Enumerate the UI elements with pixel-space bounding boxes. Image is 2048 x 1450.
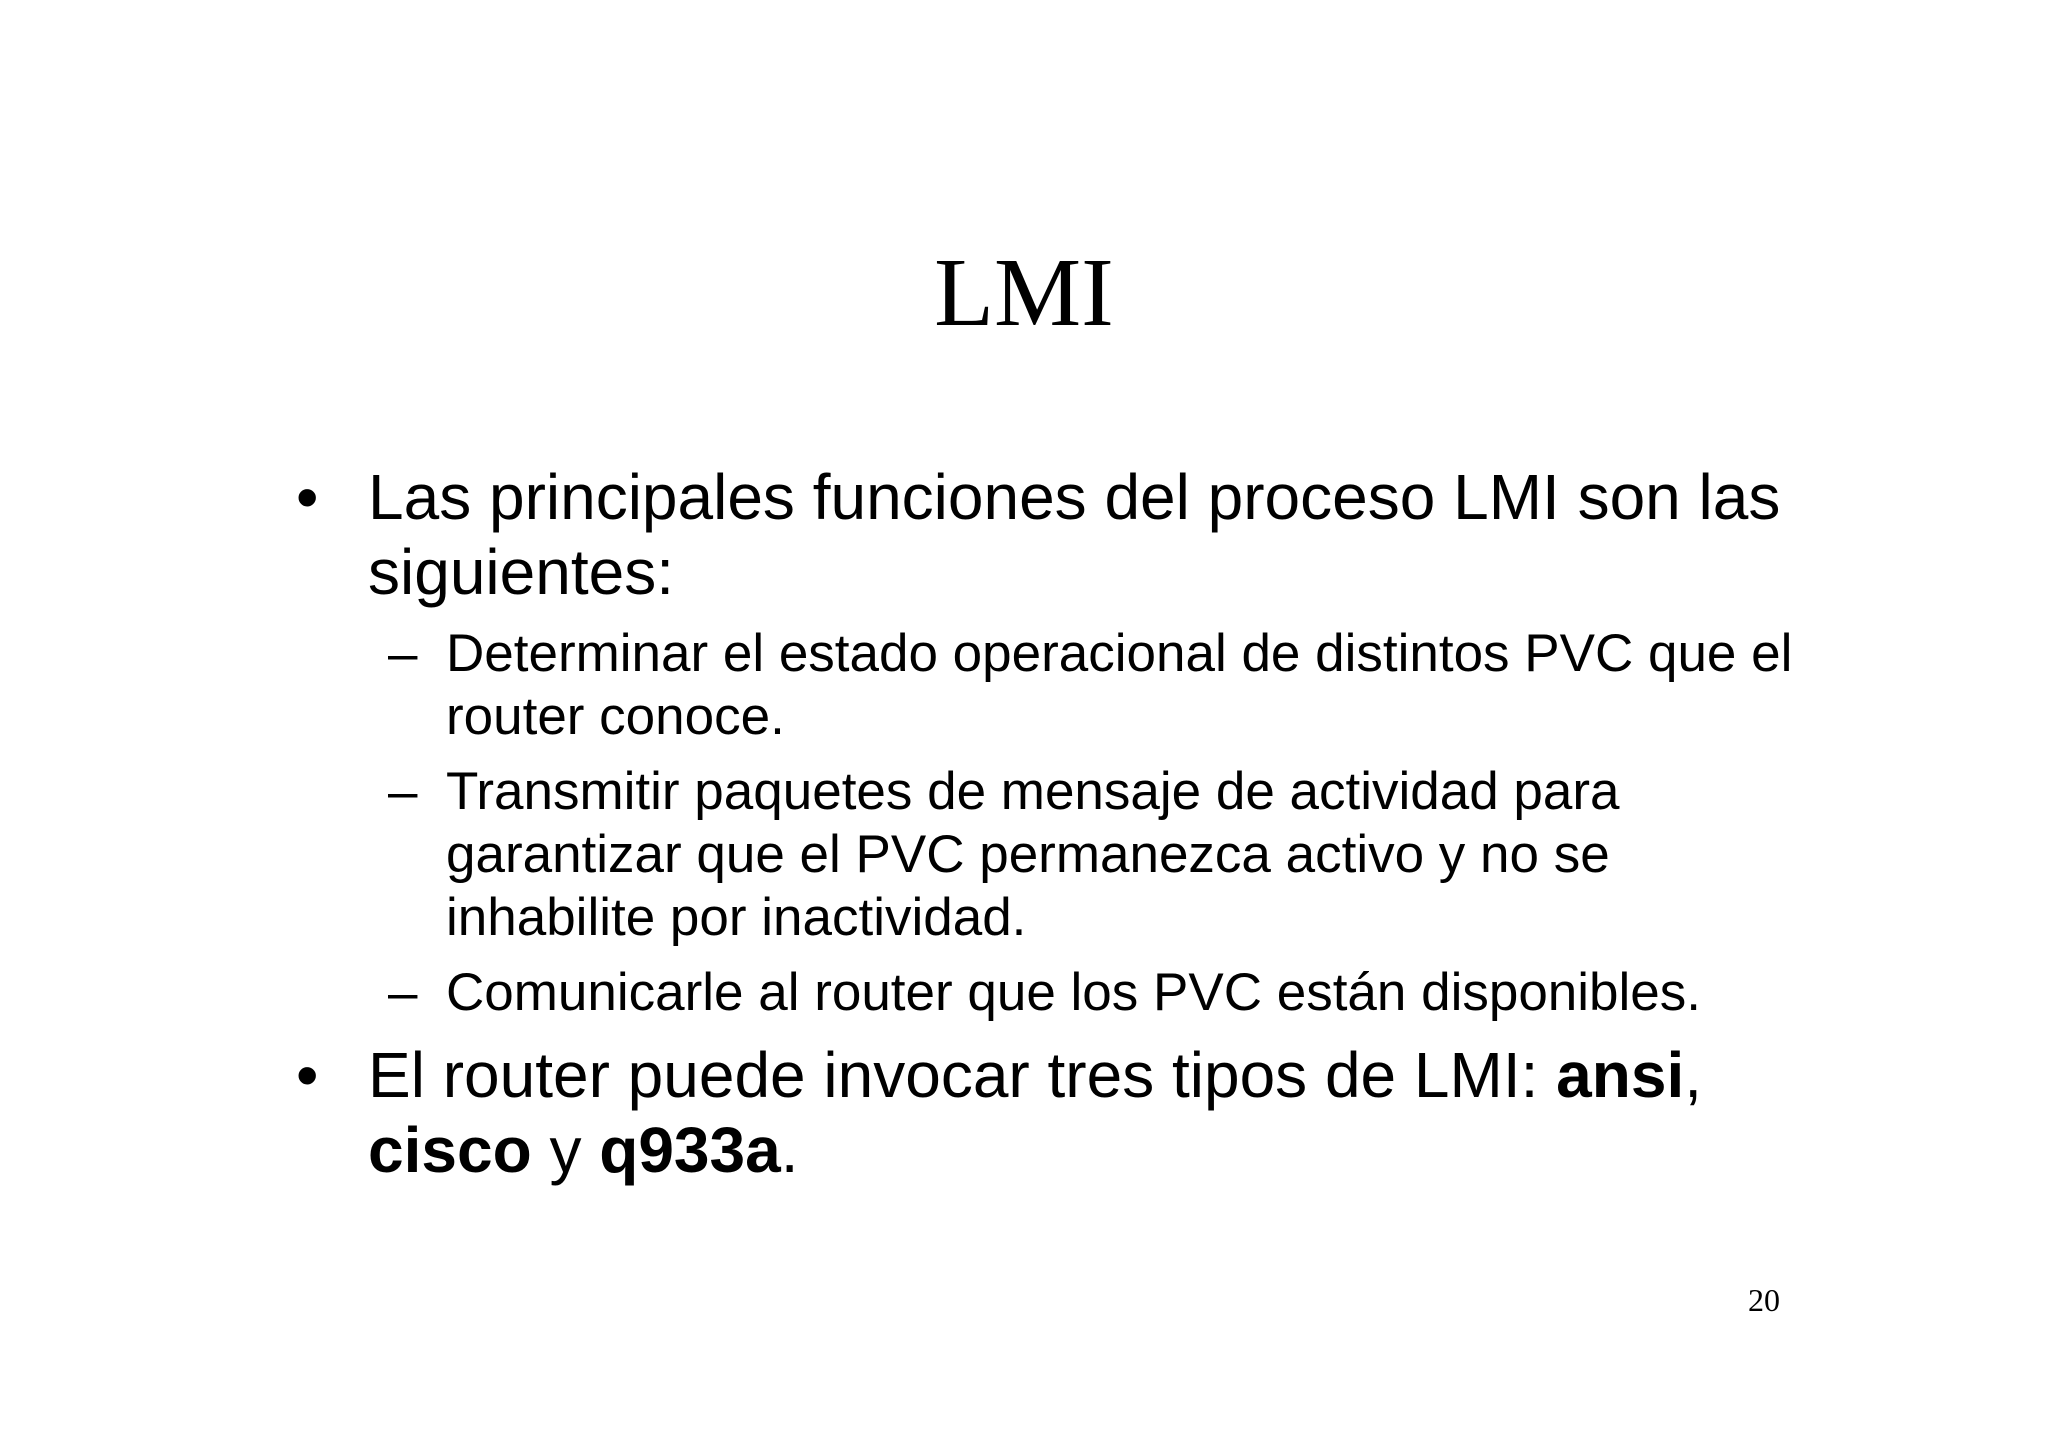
separator: y: [531, 1114, 600, 1186]
bullet-text-lead: El router puede invocar tres tipos de LMI:: [368, 1039, 1557, 1111]
sub-bullet-item: [290, 760, 1810, 949]
bullet-marker: •: [296, 1039, 319, 1111]
terminator: .: [780, 1114, 799, 1186]
lmi-type-q933a: q933a: [599, 1114, 781, 1186]
slide-title: LMI: [934, 239, 1114, 347]
sub-list: [290, 622, 1810, 1024]
sub-bullet-item: [290, 961, 1810, 1024]
sub-bullet-item: [290, 622, 1810, 748]
sub-bullet-text: Comunicarle al router que los PVC están disponibles.: [446, 963, 1701, 1022]
bullet-marker: •: [296, 461, 319, 533]
sub-bullet-text: Determinar el estado operacional de distintos PVC que el router conoce.: [446, 624, 1793, 746]
bullet-text: Las principales funciones del proceso LMI son las siguientes:: [368, 461, 1781, 608]
dash-marker: –: [388, 762, 418, 821]
lmi-type-cisco: cisco: [368, 1114, 532, 1186]
lmi-type-ansi: ansi: [1556, 1039, 1685, 1111]
bullet-text: [368, 1039, 1702, 1186]
bullet-item: [290, 1038, 1810, 1188]
dash-marker: –: [388, 624, 418, 683]
sub-bullet-text: Transmitir paquetes de mensaje de actividad para garantizar que el PVC permanezca activo y no se inhabilite por inactividad.: [446, 762, 1620, 947]
slide-content: [290, 460, 1810, 1188]
page-number: 20: [1748, 1282, 1780, 1318]
separator: ,: [1684, 1039, 1702, 1111]
dash-marker: –: [388, 963, 418, 1022]
bullet-item: [290, 460, 1810, 610]
